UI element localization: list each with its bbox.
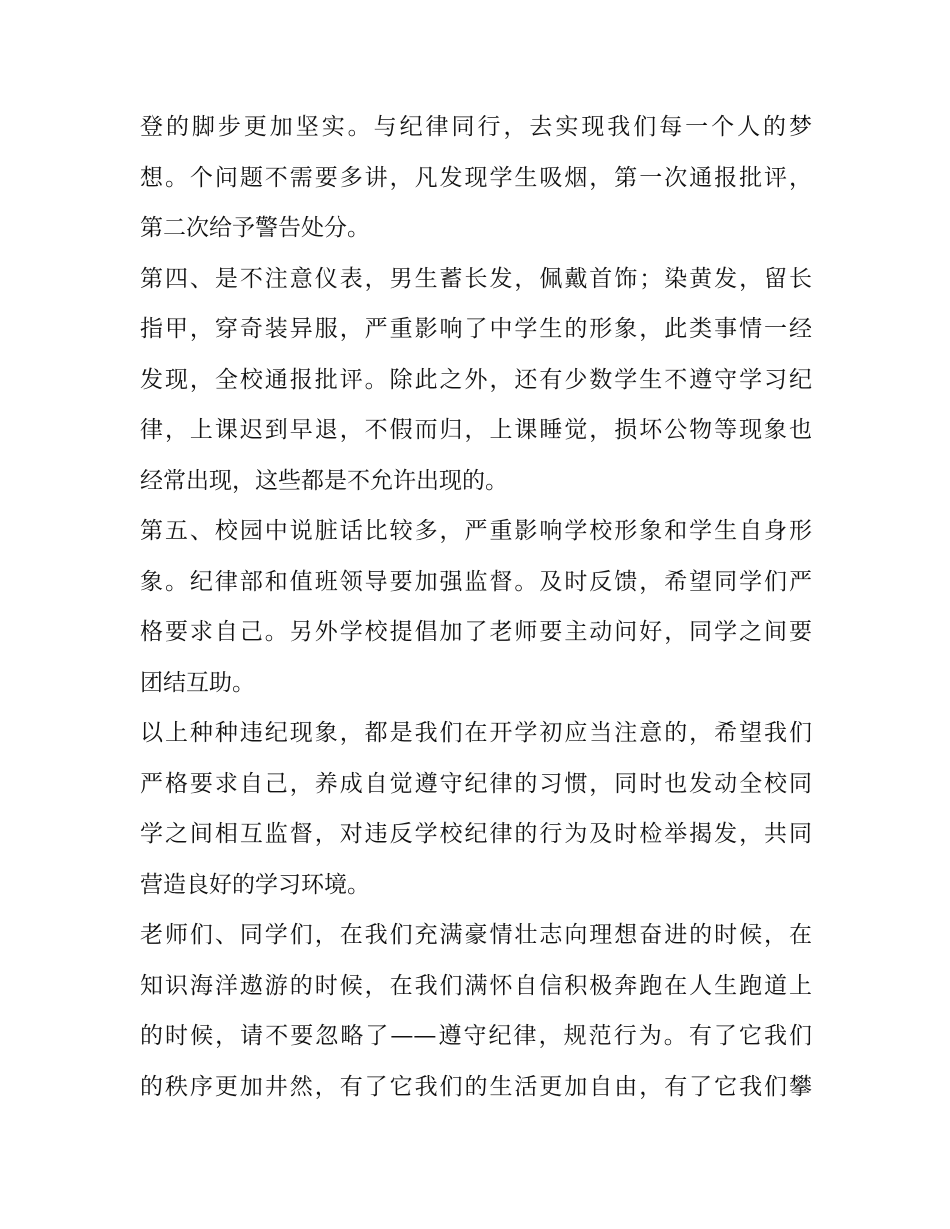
text-line: 以上种种违纪现象，都是我们在开学初应当注意的，希望我们 xyxy=(140,720,812,746)
text-line: 的秩序更加井然，有了它我们的生活更加自由，有了它我们攀 xyxy=(140,1073,812,1100)
text-line: 律，上课迟到早退，不假而归，上课睡觉，损坏公物等现象也 xyxy=(140,417,812,443)
text-line: 知识海洋遨游的时候，在我们满怀自信积极奔跑在人生跑道上 xyxy=(140,972,812,999)
text-line: 想。个问题不需要多讲，凡发现学生吸烟，第一次通报批评， xyxy=(140,164,812,191)
text-line: 第四、是不注意仪表，男生蓄长发，佩戴首饰；染黄发，留长 xyxy=(140,265,812,292)
text-line: 发现，全校通报批评。除此之外，还有少数学生不遵守学习纪 xyxy=(140,366,812,393)
text-line: 营造良好的学习环境。 xyxy=(140,871,370,898)
text-line: 第五、校园中说脏话比较多，严重影响学校形象和学生自身形 xyxy=(140,518,812,544)
text-line: 的时候，请不要忽略了——遵守纪律，规范行为。有了它我们 xyxy=(140,1023,812,1049)
text-line: 第二次给予警告处分。 xyxy=(140,215,370,241)
text-line: 登的脚步更加坚实。与纪律同行，去实现我们每一个人的梦 xyxy=(140,114,812,140)
text-line: 学之间相互监督，对违反学校纪律的行为及时检举揭发，共同 xyxy=(140,821,812,847)
text-line: 团结互助。 xyxy=(140,669,255,696)
document-body xyxy=(140,102,812,1112)
text-line: 格要求自己。另外学校提倡加了老师要主动问好，同学之间要 xyxy=(140,619,812,645)
text-line: 老师们、同学们，在我们充满豪情壮志向理想奋进的时候，在 xyxy=(140,922,812,948)
text-line: 严格要求自己，养成自觉遵守纪律的习惯，同时也发动全校同 xyxy=(140,770,812,797)
text-line: 经常出现，这些都是不允许出现的。 xyxy=(140,467,508,494)
text-line: 象。纪律部和值班领导要加强监督。及时反馈，希望同学们严 xyxy=(140,568,812,595)
text-line: 指甲，穿奇装异服，严重影响了中学生的形象，此类事情一经 xyxy=(140,316,812,342)
